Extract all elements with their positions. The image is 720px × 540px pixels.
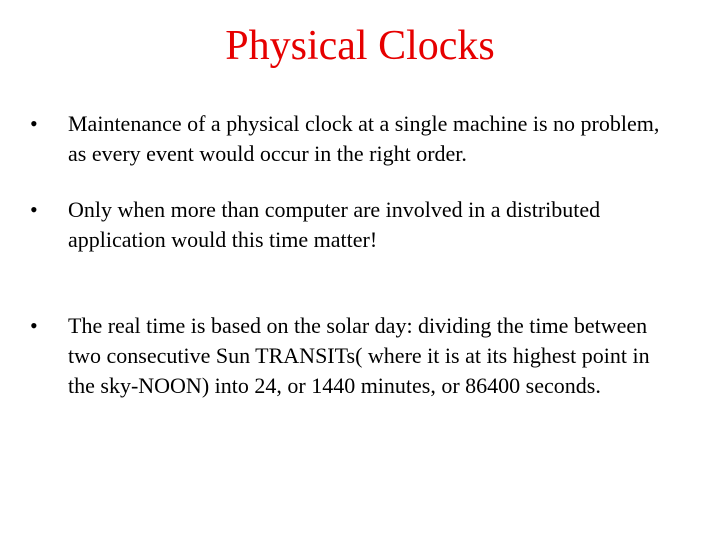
bullet-marker: •	[30, 313, 38, 338]
bullet-text: Only when more than computer are involved in a distributed application would this time matter!	[68, 197, 601, 252]
bullet-text: The real time is based on the solar day: dividing the time between two consecutive Sun TRANSITs( where it is at its highest point in the sky-NOON) into 24, or 1440 minutes, or 86400 seconds.	[68, 313, 650, 398]
slide-title: Physical Clocks	[225, 23, 495, 69]
bullet-marker: •	[30, 197, 38, 222]
bullet-item	[30, 311, 670, 401]
bullet-item	[30, 195, 670, 255]
bullet-item	[30, 109, 670, 169]
bullet-text: Maintenance of a physical clock at a single machine is no problem, as every event would occur in the right order.	[68, 111, 660, 166]
bullet-marker: •	[30, 111, 38, 136]
